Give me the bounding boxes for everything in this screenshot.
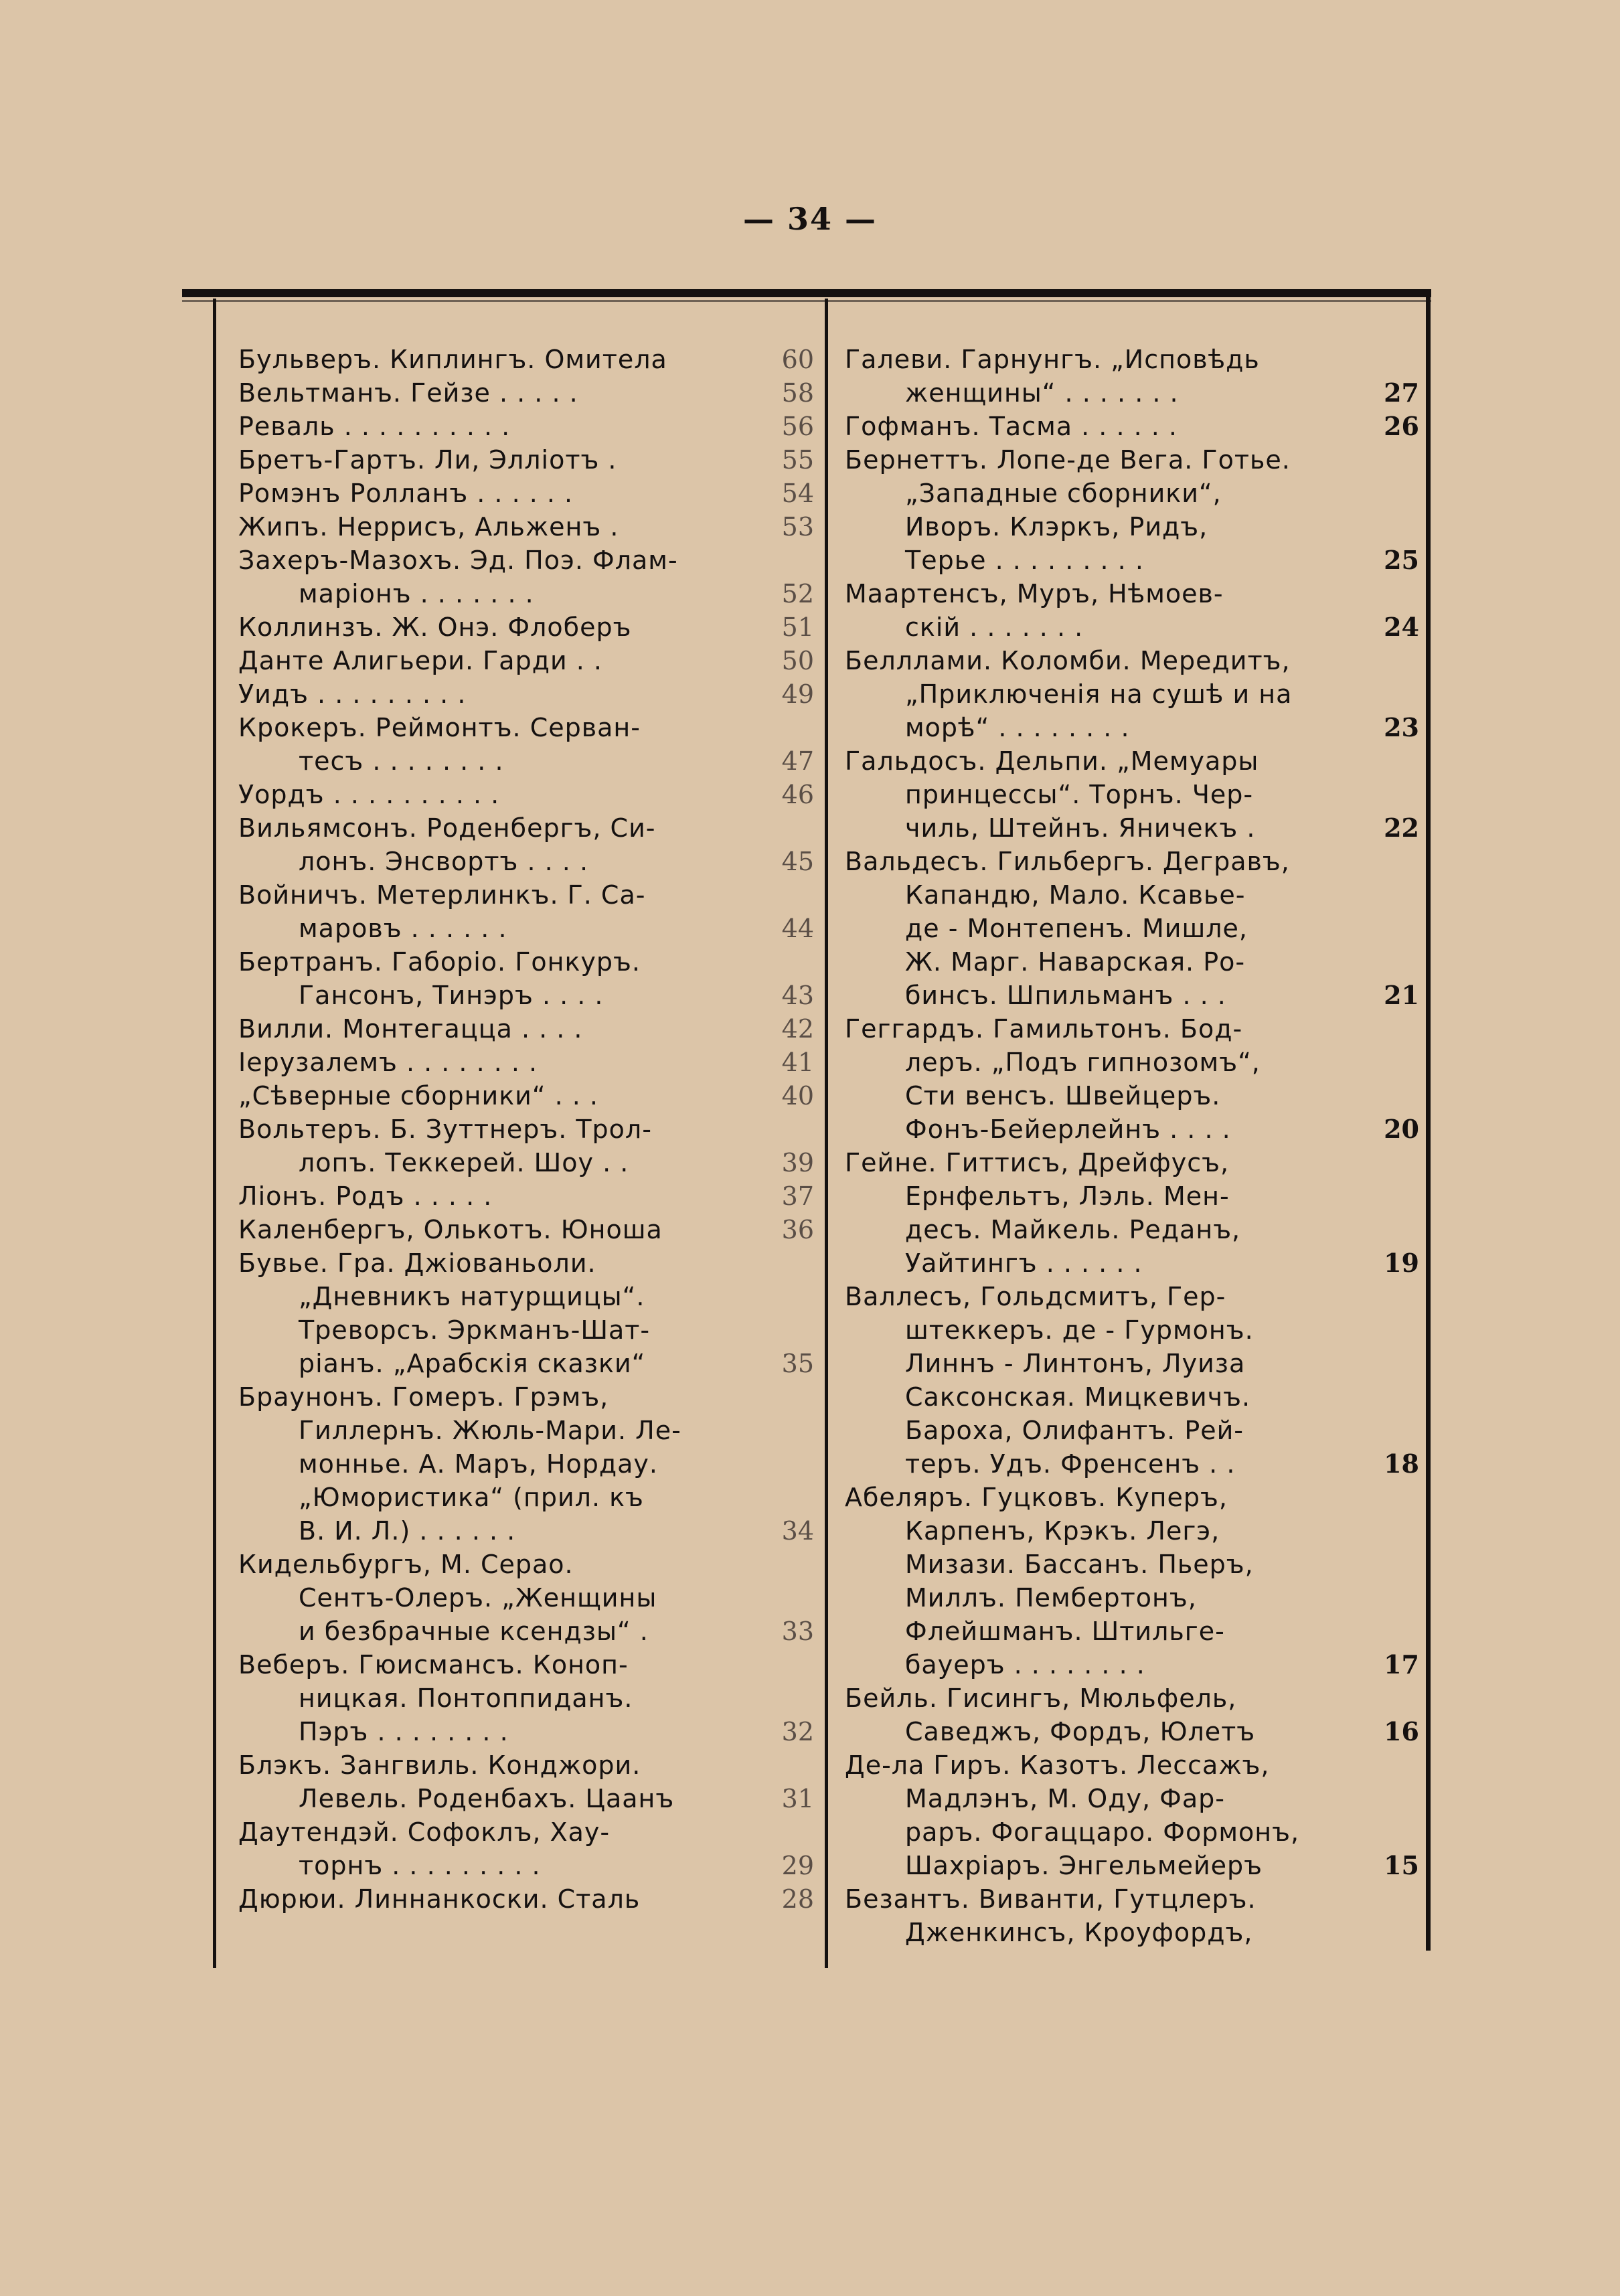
index-entry-row	[845, 1414, 1419, 1447]
entry-page-number: 44	[781, 914, 814, 943]
right-border-line	[1426, 295, 1431, 1951]
entry-page-number: 52	[781, 579, 814, 608]
left-border-line	[213, 299, 216, 1968]
entry-text: Саведжъ, Фордъ, Юлетъ	[905, 1717, 1256, 1746]
entry-text: Войничъ. Метерлинкъ. Г. Са-	[238, 880, 646, 910]
index-entry-row	[238, 1715, 814, 1748]
entry-text: Ж. Марг. Наварская. Ро-	[905, 947, 1246, 977]
index-entry-row	[845, 577, 1419, 610]
entry-text: чиль, Штейнъ. Яничекъ .	[905, 813, 1256, 843]
entry-page-number: 34	[781, 1516, 814, 1546]
entry-text: де - Монтепенъ. Мишле,	[905, 914, 1248, 943]
entry-text: бинсъ. Шпильманъ . . .	[905, 981, 1226, 1010]
index-entry-row	[845, 1882, 1419, 1916]
entry-text: Коллинзъ. Ж. Онэ. Флоберъ	[238, 612, 632, 642]
index-entry-row	[238, 878, 814, 912]
entry-page-number: 40	[781, 1081, 814, 1111]
entry-text: „Сѣверные сборники“ . . .	[238, 1081, 598, 1111]
index-entry-row	[845, 376, 1419, 410]
entry-page-number: 36	[781, 1215, 814, 1244]
index-entry-row	[845, 1715, 1419, 1748]
entry-text: Вельтманъ. Гейзе . . . . .	[238, 378, 578, 408]
index-entry-row	[845, 1046, 1419, 1079]
index-entry-row	[238, 811, 814, 845]
entry-text: Бретъ-Гартъ. Ли, Эллiотъ .	[238, 445, 617, 475]
entry-text: Миллъ. Пембертонъ,	[905, 1583, 1197, 1613]
index-entry-row	[845, 1179, 1419, 1213]
index-entry-row	[238, 1481, 814, 1514]
index-entry-row	[845, 1615, 1419, 1648]
entry-text: морѣ“ . . . . . . . .	[905, 713, 1130, 742]
entry-text: Мадлэнъ, М. Оду, Фар-	[905, 1784, 1225, 1813]
entry-text: Флейшманъ. Штильге-	[905, 1617, 1225, 1646]
entry-text: Вильямсонъ. Роденбергъ, Си-	[238, 813, 656, 843]
entry-page-number: 16	[1384, 1716, 1419, 1746]
index-entry-row	[238, 1849, 814, 1882]
entry-text: Безантъ. Виванти, Гутцлеръ.	[845, 1884, 1257, 1914]
entry-page-number: 37	[781, 1181, 814, 1211]
index-entry-row	[238, 1615, 814, 1648]
entry-text: лонъ. Энсвортъ . . . .	[299, 847, 589, 876]
entry-text: Гофманъ. Тасма . . . . . .	[845, 412, 1178, 441]
entry-text: Иворъ. Клэркъ, Ридъ,	[905, 512, 1208, 542]
entry-text: Ернфельтъ, Лэль. Мен-	[905, 1181, 1230, 1211]
entry-text: Жипъ. Неррисъ, Альженъ .	[238, 512, 619, 542]
entry-page-number: 31	[781, 1784, 814, 1813]
entry-text: Даутендэй. Софоклъ, Хау-	[238, 1817, 611, 1847]
index-entry-row	[845, 410, 1419, 443]
entry-page-number: 28	[781, 1884, 814, 1914]
index-entry-row	[845, 912, 1419, 945]
entry-text: Блэкъ. Зангвиль. Конджори.	[238, 1750, 641, 1780]
index-entry-row	[238, 1548, 814, 1581]
entry-text: Терье . . . . . . . . .	[905, 546, 1144, 575]
entry-page-number: 43	[781, 981, 814, 1010]
entry-text: Уидъ . . . . . . . . .	[238, 679, 467, 709]
entry-text: Гейне. Гиттисъ, Дрейфусъ,	[845, 1148, 1230, 1177]
entry-text: Бароха, Олифантъ. Рей-	[905, 1416, 1244, 1445]
entry-text: Фонъ-Бейерлейнъ . . . .	[905, 1115, 1231, 1144]
entry-text: Уайтингъ . . . . . .	[905, 1248, 1143, 1278]
entry-page-number: 50	[781, 646, 814, 675]
index-entry-row	[238, 1012, 814, 1046]
entry-page-number: 32	[781, 1717, 814, 1746]
entry-text: Саксонская. Мицкевичъ.	[905, 1382, 1251, 1412]
entry-text: Крокеръ. Реймонтъ. Серван-	[238, 713, 641, 742]
entry-text: Уордъ . . . . . . . . . .	[238, 780, 500, 809]
top-rule	[182, 289, 1431, 297]
entry-page-number: 22	[1384, 813, 1419, 843]
index-entry-row	[845, 1113, 1419, 1146]
entry-text: Ромэнъ Ролланъ . . . . . .	[238, 479, 574, 508]
index-entry-row	[845, 945, 1419, 979]
entry-page-number: 21	[1384, 980, 1419, 1010]
index-entry-row	[238, 544, 814, 577]
entry-text: Галеви. Гарнунгъ. „Исповѣдь	[845, 345, 1260, 374]
entry-text: торнъ . . . . . . . . .	[299, 1851, 541, 1880]
entry-page-number: 35	[781, 1349, 814, 1378]
entry-page-number: 15	[1384, 1850, 1419, 1880]
entry-text: Бернеттъ. Лопе-де Вега. Готье.	[845, 445, 1291, 475]
index-entry-row	[238, 1748, 814, 1782]
page-number: — 34 —	[742, 201, 878, 237]
index-entry-row	[238, 443, 814, 477]
index-entry-row	[238, 376, 814, 410]
index-entry-row	[238, 577, 814, 610]
entry-text: Мизази. Бассанъ. Пьеръ,	[905, 1550, 1254, 1579]
index-entry-row	[845, 1481, 1419, 1514]
entry-text: марiонъ . . . . . . .	[299, 579, 534, 608]
entry-text: Геггардъ. Гамильтонъ. Бод-	[845, 1014, 1243, 1044]
entry-text: моннье. А. Маръ, Нордау.	[299, 1449, 658, 1479]
index-entry-row	[238, 1179, 814, 1213]
entry-text: „Западные сборники“,	[905, 479, 1222, 508]
index-entry-row	[238, 845, 814, 878]
entry-page-number: 24	[1384, 612, 1419, 642]
entry-text: Вальдесъ. Гильбергъ. Дегравъ,	[845, 847, 1290, 876]
entry-text: „Юмористика“ (прил. къ	[299, 1483, 644, 1512]
entry-page-number: 49	[781, 679, 814, 709]
entry-page-number: 19	[1384, 1248, 1419, 1278]
index-entry-row	[845, 1380, 1419, 1414]
index-entry-row	[845, 1246, 1419, 1280]
entry-page-number: 39	[781, 1148, 814, 1177]
entry-text: Валлесъ, Гольдсмитъ, Гер-	[845, 1282, 1226, 1311]
entry-text: рiанъ. „Арабскiя сказки“	[299, 1349, 646, 1378]
index-entry-row	[238, 1447, 814, 1481]
index-entry-row	[238, 1581, 814, 1615]
index-entry-row	[845, 711, 1419, 744]
entry-text: Де-ла Гиръ. Казотъ. Лессажъ,	[845, 1750, 1270, 1780]
entry-page-number: 26	[1384, 411, 1419, 441]
index-entry-row	[238, 1514, 814, 1548]
entry-text: Гиллернъ. Жюль-Мари. Ле-	[299, 1416, 681, 1445]
index-entry-row	[238, 343, 814, 376]
entry-page-number: 55	[781, 445, 814, 475]
entry-text: Каленбергъ, Олькотъ. Юноша	[238, 1215, 663, 1244]
entry-text: теръ. Удъ. Френсенъ . .	[905, 1449, 1236, 1479]
entry-text: Лiонъ. Родъ . . . . .	[238, 1181, 493, 1211]
top-rule-thin	[182, 300, 1431, 302]
entry-text: Дженкинсъ, Кроуфордъ,	[905, 1918, 1253, 1947]
index-entry-row	[238, 1246, 814, 1280]
index-entry-row	[845, 1447, 1419, 1481]
index-entry-row	[238, 1280, 814, 1313]
entry-text: скiй . . . . . . .	[905, 612, 1084, 642]
index-entry-row	[845, 778, 1419, 811]
index-entry-row	[238, 410, 814, 443]
index-entry-row	[238, 1046, 814, 1079]
index-entry-row	[238, 1414, 814, 1447]
entry-page-number: 51	[781, 612, 814, 642]
entry-page-number: 41	[781, 1048, 814, 1077]
index-entry-row	[238, 979, 814, 1012]
column-divider-line	[825, 299, 828, 1968]
index-entry-row	[845, 1916, 1419, 1949]
index-entry-row	[845, 845, 1419, 878]
entry-page-number: 20	[1384, 1114, 1419, 1144]
entry-text: Белллами. Коломби. Мередитъ,	[845, 646, 1291, 675]
index-entry-row	[238, 477, 814, 510]
index-entry-row	[238, 1882, 814, 1916]
index-entry-row	[845, 677, 1419, 711]
entry-page-number: 42	[781, 1014, 814, 1044]
entry-page-number: 45	[781, 847, 814, 876]
entry-text: раръ. Фогаццаро. Формонъ,	[905, 1817, 1300, 1847]
entry-text: Данте Алигьери. Гарди . .	[238, 646, 602, 675]
entry-text: леръ. „Подъ гипнозомъ“,	[905, 1048, 1261, 1077]
index-entry-row	[845, 1079, 1419, 1113]
entry-page-number: 29	[781, 1851, 814, 1880]
index-entry-row	[845, 1213, 1419, 1246]
entry-text: Бульверъ. Киплингъ. Омитела	[238, 345, 667, 374]
index-entry-row	[238, 1815, 814, 1849]
index-entry-row	[238, 1113, 814, 1146]
index-entry-row	[238, 1313, 814, 1347]
entry-page-number: 33	[781, 1617, 814, 1646]
index-entry-row	[238, 1347, 814, 1380]
index-entry-row	[845, 1313, 1419, 1347]
entry-text: тесъ . . . . . . . .	[299, 746, 504, 776]
entry-text: Сентъ-Олеръ. „Женщины	[299, 1583, 657, 1613]
entry-text: Пэръ . . . . . . . .	[299, 1717, 509, 1746]
entry-text: бауеръ . . . . . . . .	[905, 1650, 1145, 1679]
entry-text: Линнъ - Линтонъ, Луиза	[905, 1349, 1246, 1378]
entry-text: Iерузалемъ . . . . . . . .	[238, 1048, 538, 1077]
entry-text: „Приключенiя на сушѣ и на	[905, 679, 1293, 709]
index-entry-row	[238, 1213, 814, 1246]
index-entry-row	[845, 1682, 1419, 1715]
entry-text: Маартенсъ, Муръ, Нѣмоев-	[845, 579, 1224, 608]
index-entry-row	[845, 1782, 1419, 1815]
index-entry-row	[845, 1514, 1419, 1548]
entry-text: Гальдосъ. Дельпи. „Мемуары	[845, 746, 1259, 776]
index-entry-row	[845, 1815, 1419, 1849]
entry-text: Сти венсъ. Швейцеръ.	[905, 1081, 1221, 1111]
entry-page-number: 46	[781, 780, 814, 809]
entry-text: Карпенъ, Крэкъ. Легэ,	[905, 1516, 1220, 1546]
index-entry-row	[845, 1280, 1419, 1313]
entry-text: Кидельбургъ, М. Серао.	[238, 1550, 574, 1579]
entry-text: Реваль . . . . . . . . . .	[238, 412, 511, 441]
entry-text: и безбрачные ксендзы“ .	[299, 1617, 649, 1646]
entry-text: „Дневникъ натурщицы“.	[299, 1282, 645, 1311]
entry-page-number: 47	[781, 746, 814, 776]
index-entry-row	[238, 1648, 814, 1682]
entry-text: Бертранъ. Габорiо. Гонкуръ.	[238, 947, 641, 977]
entry-page-number: 56	[781, 412, 814, 441]
index-entry-row	[845, 644, 1419, 677]
index-entry-row	[238, 510, 814, 544]
entry-text: десъ. Майкель. Реданъ,	[905, 1215, 1241, 1244]
entry-text: Вольтеръ. Б. Зуттнеръ. Трол-	[238, 1115, 652, 1144]
entry-text: Шахрiаръ. Энгельмейеръ	[905, 1851, 1263, 1880]
index-entry-row	[238, 1380, 814, 1414]
entry-page-number: 25	[1384, 545, 1419, 575]
entry-text: лопъ. Теккерей. Шоу . .	[299, 1148, 629, 1177]
entry-text: принцессы“. Торнъ. Чер-	[905, 780, 1254, 809]
index-entry-row	[238, 677, 814, 711]
entry-text: Захеръ-Мазохъ. Эд. Поэ. Флам-	[238, 546, 678, 575]
entry-text: Веберъ. Гюисмансъ. Коноп-	[238, 1650, 629, 1679]
index-entry-row	[845, 1748, 1419, 1782]
index-entry-row	[845, 343, 1419, 376]
entry-page-number: 60	[781, 345, 814, 374]
index-entry-row	[845, 1648, 1419, 1682]
index-entry-row	[845, 744, 1419, 778]
index-entry-row	[238, 1079, 814, 1113]
index-entry-row	[845, 811, 1419, 845]
entry-text: Бейль. Гисингъ, Мюльфель,	[845, 1684, 1237, 1713]
right-column	[845, 343, 1419, 1949]
entry-page-number: 27	[1384, 378, 1419, 408]
index-entry-row	[238, 912, 814, 945]
index-entry-row	[845, 1581, 1419, 1615]
entry-text: Гансонъ, Тинэръ . . . .	[299, 981, 604, 1010]
index-entry-row	[845, 1012, 1419, 1046]
entry-page-number: 18	[1384, 1449, 1419, 1479]
index-entry-row	[845, 1146, 1419, 1179]
index-entry-row	[238, 945, 814, 979]
entry-text: Капандю, Мало. Ксавье-	[905, 880, 1246, 910]
index-entry-row	[238, 711, 814, 744]
entry-page-number: 54	[781, 479, 814, 508]
entry-text: женщины“ . . . . . . .	[905, 378, 1179, 408]
index-entry-row	[845, 1548, 1419, 1581]
entry-text: Бувье. Гра. Джiованьоли.	[238, 1248, 596, 1278]
index-entry-row	[238, 778, 814, 811]
index-entry-row	[238, 744, 814, 778]
index-entry-row	[845, 443, 1419, 477]
index-entry-row	[845, 1347, 1419, 1380]
index-entry-row	[238, 1682, 814, 1715]
left-column	[238, 343, 814, 1916]
entry-text: Абеляръ. Гуцковъ. Куперъ,	[845, 1483, 1228, 1512]
entry-text: Треворсъ. Эркманъ-Шат-	[299, 1315, 651, 1345]
index-entry-row	[845, 878, 1419, 912]
entry-page-number: 23	[1384, 712, 1419, 742]
entry-text: ницкая. Понтоппиданъ.	[299, 1684, 633, 1713]
index-entry-row	[238, 1782, 814, 1815]
entry-page-number: 17	[1384, 1649, 1419, 1679]
entry-text: Левель. Роденбахъ. Цаанъ	[299, 1784, 675, 1813]
index-entry-row	[845, 544, 1419, 577]
entry-page-number: 58	[781, 378, 814, 408]
entry-page-number: 53	[781, 512, 814, 542]
index-entry-row	[845, 610, 1419, 644]
entry-text: Дюрюи. Линнанкоски. Сталь	[238, 1884, 641, 1914]
entry-text: маровъ . . . . . .	[299, 914, 507, 943]
index-entry-row	[238, 644, 814, 677]
index-entry-row	[238, 1146, 814, 1179]
entry-text: Браунонъ. Гомеръ. Грэмъ,	[238, 1382, 609, 1412]
index-entry-row	[238, 610, 814, 644]
index-entry-row	[845, 979, 1419, 1012]
index-entry-row	[845, 477, 1419, 510]
entry-text: В. И. Л.) . . . . . .	[299, 1516, 516, 1546]
entry-text: штеккеръ. де - Гурмонъ.	[905, 1315, 1254, 1345]
index-entry-row	[845, 510, 1419, 544]
entry-text: Вилли. Монтегацца . . . .	[238, 1014, 583, 1044]
index-entry-row	[845, 1849, 1419, 1882]
